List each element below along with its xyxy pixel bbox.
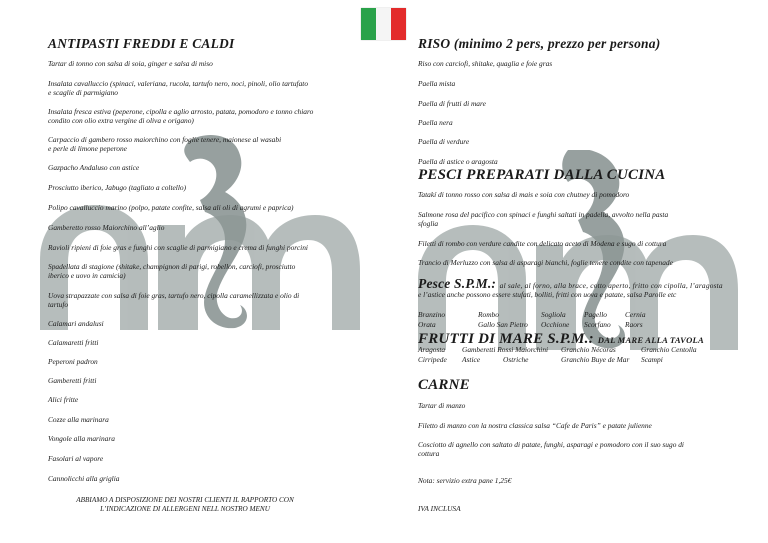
carne-title: CARNE: [418, 377, 470, 393]
menu-item: Calamari andalusi: [48, 319, 104, 328]
fish-name: Orata: [418, 320, 436, 329]
flag-green-stripe: [361, 8, 376, 40]
menu-item: Insalata fresca estiva (peperone, cipolla e aglio arrosto, patata, pomodoro e tonno chiaro: [48, 107, 314, 116]
menu-item: Fasolari al vapore: [48, 454, 104, 463]
carne-item: Tartar di manzo: [418, 401, 466, 410]
flag-red-stripe: [391, 8, 406, 40]
menu-item: Gamberetti fritti: [48, 376, 97, 385]
menu-item: Cozze alla marinara: [48, 415, 109, 424]
seafood-name: Granchio Centolla: [641, 345, 697, 354]
seafood-name: Astice: [462, 355, 481, 364]
seafood-name: Scampi: [641, 355, 663, 364]
bread-service-note: Nota: servizio extra pane 1,25€: [418, 476, 512, 485]
riso-item: Riso con carciofi, shitake, quaglia e foie gras: [418, 59, 553, 68]
riso-item: Paella mista: [418, 79, 456, 88]
italian-flag-icon: [361, 8, 406, 40]
seafood-name: Cirripede: [418, 355, 447, 364]
fish-name: Occhione: [541, 320, 570, 329]
menu-item: e scaglie di parmigiano: [48, 88, 118, 97]
seafood-name: Aragosta: [418, 345, 446, 354]
iva-note: IVA INCLUSA: [418, 504, 461, 513]
menu-item: Cannolicchi alla griglia: [48, 474, 120, 483]
pesci-item: Trancio di Merluzzo con salsa di asparagi bianchi, foglie tenere condite con tapenade: [418, 258, 673, 267]
menu-item: Vongole alla marinara: [48, 434, 115, 443]
fish-name: Branzino: [418, 310, 446, 319]
menu-item: Alici fritte: [48, 395, 79, 404]
carne-item: cottura: [418, 449, 440, 458]
menu-item: Spadellata di stagione (shitake, champignon di parigi, robellon, carciofi, prosciutto: [48, 262, 296, 271]
seafood-name: Granchio Buye de Mar: [561, 355, 630, 364]
seafood-name: Granchio Nécoras: [561, 345, 616, 354]
riso-item: Paella di verdure: [418, 137, 470, 146]
menu-item: condito con olio extra vergine di oliva e origano): [48, 116, 194, 125]
menu-item: Calamaretti fritti: [48, 338, 99, 347]
menu-item: Gamberetto rosso Maiorchino all’aglio: [48, 223, 165, 232]
menu-item: Insalata cavalluccio (spinaci, valeriana, rucola, tartufo nero, noci, pinoli, olio tartufato: [48, 79, 309, 88]
menu-item: Uova strapazzate con salsa di foie gras, tartufo nero, cipolla caramellizzata e olio di: [48, 291, 300, 300]
pesci-item: Tatakí di tonno rosso con salsa di mais e soia con chutney di pomodoro: [418, 190, 630, 199]
antipasti-title: ANTIPASTI FREDDI E CALDI: [48, 36, 235, 51]
seafood-name: Gamberetti Rossi Maiorchini: [462, 345, 549, 354]
fish-name: Sogliola: [541, 310, 566, 319]
riso-title: RISO (minimo 2 pers, prezzo per persona): [418, 36, 661, 51]
menu-item: Carpaccio di gambero rosso maiorchino con foglie tenere, maionese al wasabi: [48, 135, 282, 144]
frutti-subtitle: DAL MARE ALLA TAVOLA: [597, 335, 704, 345]
fish-name: Cernia: [625, 310, 646, 319]
frutti-title: FRUTTI DI MARE S.P.M.:: [418, 331, 594, 347]
menu-item: Prosciutto iberico, Jabugo (tagliato a coltello): [48, 183, 187, 192]
fish-name: Pagello: [584, 310, 607, 319]
pesci-item: Salmone rosa del pacifico con spinaci e funghi saltati in padella, avvolto nella pasta: [418, 210, 669, 219]
menu-item: e perle di limone peperone: [48, 144, 127, 153]
fish-name: Raors: [625, 320, 643, 329]
menu-item: Peperoni padron: [48, 357, 98, 366]
pesce-spm-description: al sale, al forno, alla brace, cotto aperto, fritto con cipolla, l’aragosta: [499, 281, 723, 290]
flag-white-stripe: [376, 8, 391, 40]
fish-name: Scorfano: [584, 320, 611, 329]
menu-item: Ravioli ripieni di foie gras e funghi con scaglie di parmigiano e crema di funghi porcini: [48, 243, 308, 252]
pesci-item: sfoglia: [418, 219, 439, 228]
menu-item: Gazpacho Andaluso con astice: [48, 163, 140, 172]
pesce-spm-title: Pesce S.P.M.:: [418, 276, 497, 291]
carne-item: Filetto di manzo con la nostra classica salsa “Cafe de Paris” e patate julienne: [418, 421, 652, 430]
menu-item: Tartar di tonno con salsa di soia, ginger e salsa di miso: [48, 59, 213, 68]
fish-name: Gallo San Pietro: [478, 320, 528, 329]
menu-item: Polipo cavalluccio marino (polpo, patate confite, salsa ali oli di agrumi e paprica): [48, 203, 294, 212]
menu-item: iberico e uovo in camicia): [48, 271, 126, 280]
carne-item: Cosciotto di agnello con saltato di patate, funghi, asparagi e pomodoro con il suo sugo di: [418, 440, 684, 449]
riso-item: Paella di frutti di mare: [418, 99, 486, 108]
menu-item: tartufo: [48, 300, 69, 309]
pesci-item: Filetti di rombo con verdure candite con delicato aceto di Modena e sugo di cottura: [418, 239, 667, 248]
fish-name: Rombo: [478, 310, 499, 319]
riso-item: Paella nera: [418, 118, 453, 127]
riso-item: Paella di astice o aragosta: [418, 157, 498, 166]
allergen-note-line-1: ABBIAMO A DISPOSIZIONE DEI NOSTRI CLIENTI IL RAPPORTO CON: [76, 496, 294, 504]
allergen-note-line-2: L’INDICAZIONE DI ALLERGENI NELL NOSTRO MENU: [100, 505, 270, 513]
pesce-spm-description-2: e l’astice anche possono essere stufati, bolliti, fritti con uova e patate, salsa Parolle etc: [418, 290, 677, 299]
seafood-name: Ostriche: [503, 355, 529, 364]
pesci-title: PESCI PREPARATI DALLA CUCINA: [418, 167, 666, 183]
